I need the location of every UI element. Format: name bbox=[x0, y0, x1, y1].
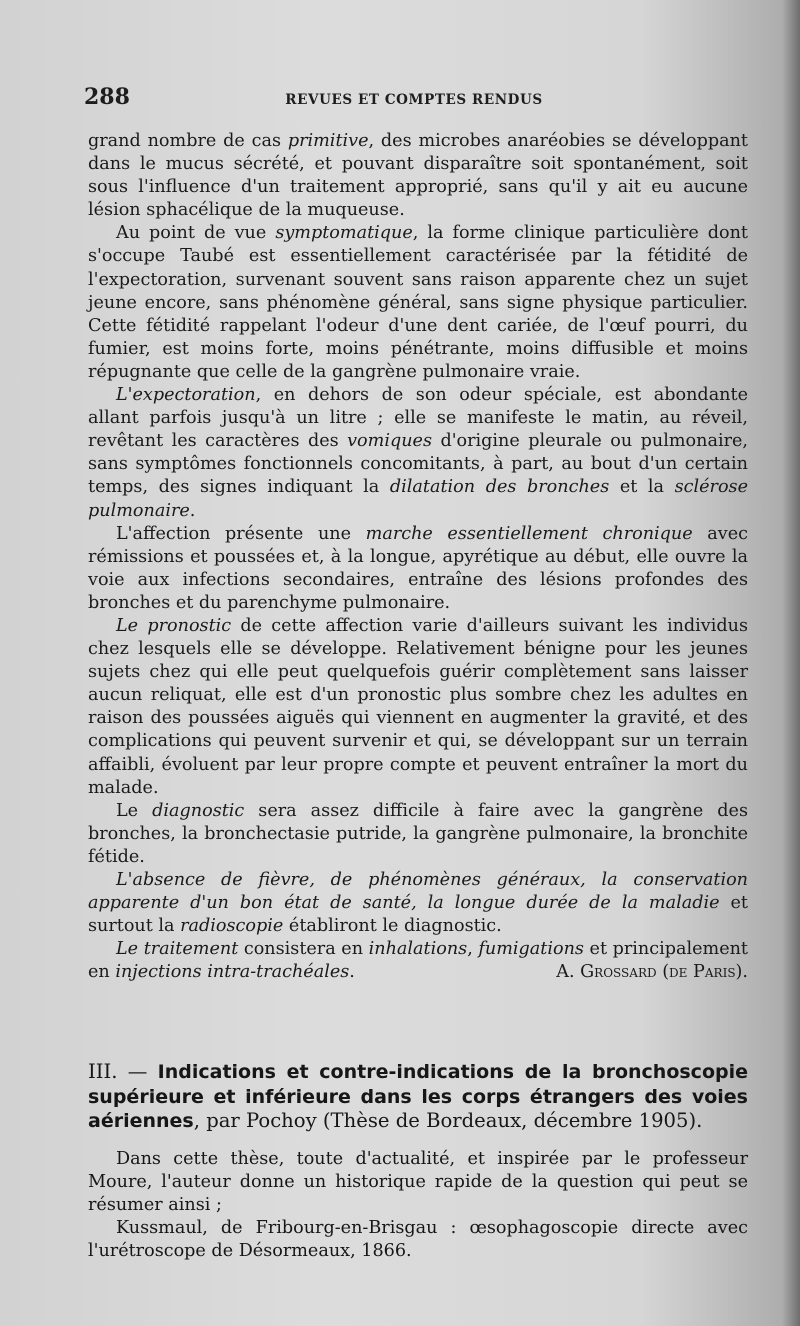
running-title: REVUES ET COMPTES RENDUS bbox=[285, 92, 543, 108]
paragraph bbox=[88, 384, 748, 523]
text-run: Le bbox=[116, 800, 153, 821]
italic-run: inhalations bbox=[368, 939, 468, 960]
text-run: , par bbox=[193, 1109, 247, 1132]
section-iii bbox=[88, 1060, 748, 1263]
italic-run: Le traitement bbox=[116, 939, 239, 960]
text-run: , décembre 1905). bbox=[521, 1109, 703, 1132]
italic-run: Le pronostic bbox=[116, 615, 232, 636]
italic-run: fumigations bbox=[478, 939, 584, 960]
text-run: . bbox=[189, 500, 196, 521]
text-run: , en dehors de son odeur spéciale, est abondante allant parfois jusqu'à un litre ; elle se manifeste le matin, au réveil, revêtant les caractères des bbox=[88, 385, 748, 452]
section-title: Indications et contre-indications de la bronchoscopie supérieure et inférieure dans les corps étrangers des voies aériennes bbox=[88, 1061, 748, 1132]
italic-run: radioscopie bbox=[180, 916, 284, 937]
paragraph bbox=[88, 222, 748, 384]
text-run: , bbox=[467, 939, 479, 960]
main-text bbox=[88, 130, 748, 984]
text-run: et surtout la bbox=[88, 893, 749, 937]
section-author: Pochoy bbox=[246, 1109, 317, 1132]
paragraph bbox=[88, 869, 748, 938]
page-edge-shadow bbox=[782, 0, 800, 1326]
paragraph: Kussmaul, de Fribourg-en-Brisgau : œsophagoscopie directe avec l'urétroscope de Désormeaux, 1866. bbox=[88, 1217, 748, 1261]
author-signature: A. Grossard (de Paris). bbox=[556, 962, 748, 983]
italic-run: sclérose pulmonaire bbox=[88, 477, 748, 521]
italic-run: vomiques bbox=[347, 431, 432, 452]
text-run: de cette affection varie d'ailleurs suivant les individus chez lesquels elle se développe. Relativement bénigne pour les jeunes sujets chez qui elle peut quelquefois guérir complètement sans laisser aucun reliquat, elle est d'un pronostic plus sombre chez les adultes en raison des poussées aiguës qui viennent en augmenter la gravité, et des complications qui peuvent survenir et qui, se développant sur un terrain affaibli, évoluent par leur propre compte et peuvent entraîner la mort du malade. bbox=[88, 615, 748, 798]
paragraph bbox=[88, 938, 748, 984]
paragraph bbox=[88, 615, 748, 800]
italic-run: symptomatique bbox=[275, 223, 413, 244]
text-run: ( bbox=[316, 1109, 331, 1132]
text-run: avec rémissions et poussées et, à la longue, apyrétique au début, elle ouvre la voie aux infections secondaires, entraîne des lésions profondes des bronches et du parenchyme pulmonaire. bbox=[88, 523, 748, 613]
text-run: L'affection présente une bbox=[116, 523, 366, 544]
text-run: grand nombre de cas bbox=[88, 131, 288, 151]
italic-run: L'absence de fièvre, de phénomènes généraux, la conservation apparente d'un bon état de santé, la longue durée de la maladie bbox=[88, 870, 748, 914]
text-run: . bbox=[349, 962, 355, 983]
italic-run: diagnostic bbox=[152, 800, 245, 821]
italic-run: L'expectoration bbox=[116, 385, 256, 406]
italic-run: injections intra-trachéales bbox=[115, 962, 350, 983]
section-reference: Thèse de Bordeaux bbox=[330, 1109, 522, 1132]
italic-run: primitive bbox=[287, 131, 369, 151]
page-header bbox=[84, 84, 744, 114]
text-run: d'origine pleurale ou pulmonaire, sans symptômes fonctionnels concomitants, à part, au bout d'un certain temps, des signes indiquant la bbox=[88, 431, 748, 498]
text-run: établiront le diagnostic. bbox=[283, 916, 502, 937]
text-run: , des microbes anaréobies se développant dans le mucus sécrété, et pouvant disparaître soit spontanément, soit sous l'influence d'un traitement approprié, sans qu'il y ait eu aucune lésion sphacélique de la muqueuse. bbox=[88, 131, 748, 221]
paragraph bbox=[88, 800, 748, 869]
text-run: , la forme clinique particulière dont s'occupe Taubé est essentiellement caractérisée par la fétidité de l'expectoration, survenant souvent sans raison apparente chez un sujet jeune encore, sans phénomène général, sans signe physique particulier. Cette fétidité rappelant l'odeur d'une dent cariée, de l'œuf pourri, du fumier, est moins forte, moins pénétrante, moins diffusible et moins répugnante que celle de la gangrène pulmonaire vraie. bbox=[88, 223, 749, 382]
italic-run: marche essentiellement chronique bbox=[365, 523, 693, 544]
text-run: et principalement en bbox=[88, 939, 749, 983]
section-body bbox=[88, 1148, 748, 1263]
paragraph: Dans cette thèse, toute d'actualité, et inspirée par le professeur Moure, l'auteur donne un historique rapide de la question qui peut se résumer ainsi ; bbox=[88, 1148, 748, 1215]
text-run: Au point de vue bbox=[116, 223, 276, 244]
text-run: sera assez difficile à faire avec la gangrène des bronches, la bronchectasie putride, la gangrène pulmonaire, la bronchite fétide. bbox=[88, 800, 748, 867]
italic-run: dilatation des bronches bbox=[389, 477, 610, 498]
text-run: et la bbox=[609, 477, 675, 498]
paragraph bbox=[88, 130, 748, 222]
section-heading bbox=[88, 1060, 748, 1134]
page-number: 288 bbox=[84, 84, 130, 110]
text-run: consistera en bbox=[238, 939, 369, 960]
paragraph bbox=[88, 523, 748, 615]
section-number: III. — bbox=[88, 1060, 158, 1083]
